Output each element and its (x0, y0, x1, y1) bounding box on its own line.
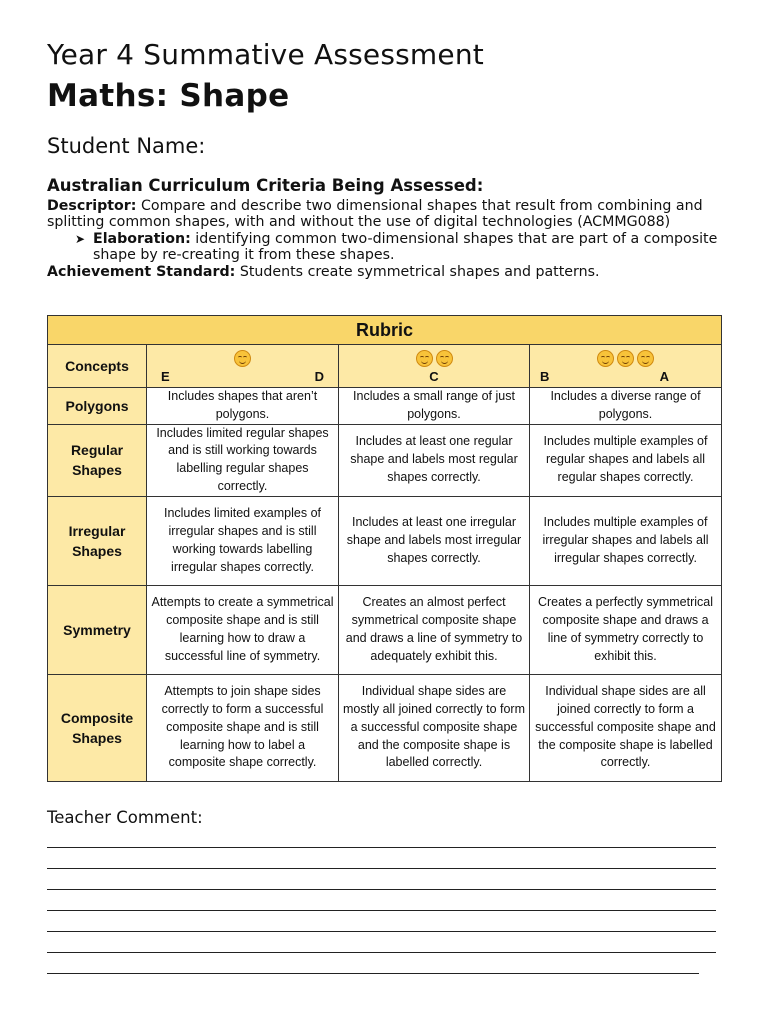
comment-line[interactable] (47, 973, 699, 974)
rubric-cell: Creates an almost perfect symmetrical composite shape and draws a line of symmetry to adequately exhibit this. (339, 585, 530, 674)
grade-letters (147, 369, 338, 384)
comment-line[interactable] (47, 889, 716, 890)
arrow-bullet-icon: ➤ (75, 231, 86, 246)
rubric-cell: Attempts to create a symmetrical composite shape and is still learning how to draw a successful line of symmetry. (147, 585, 339, 674)
page-title: Year 4 Summative Assessment (47, 38, 484, 71)
rubric-cell: Attempts to join shape sides correctly to form a successful composite shape and is still learning how to label a composite shape correctly. (147, 674, 339, 781)
grade-letter: D (314, 368, 324, 384)
rubric-cell: Creates a perfectly symmetrical composite shape and draws a line of symmetry correctly to exhibit this. (530, 585, 722, 674)
smiley-face-icon (617, 350, 634, 367)
elaboration (47, 231, 727, 264)
concept-symmetry: Symmetry (48, 585, 147, 674)
table-row (48, 674, 722, 781)
teacher-comment-label: Teacher Comment: (47, 808, 203, 827)
grade-header-c (339, 345, 530, 388)
achievement-label: Achievement Standard: (47, 263, 236, 280)
concept-polygons: Polygons (48, 388, 147, 425)
rubric-cell: Includes multiple examples of irregular shapes and labels all irregular shapes correctly. (530, 496, 722, 585)
concept-regular-shapes: Regular Shapes (48, 424, 147, 496)
descriptor (47, 198, 727, 231)
student-name-label: Student Name: (47, 134, 206, 158)
rubric-cell: Includes a diverse range of polygons. (530, 388, 722, 425)
grade-header-ba (530, 345, 722, 388)
comment-line[interactable] (47, 847, 716, 848)
grade-letter: C (429, 368, 439, 384)
smiley-face-icon (234, 350, 251, 367)
grade-emojis (147, 350, 338, 367)
rubric-cell: Includes limited regular shapes and is still working towards labelling regular shapes correctly. (147, 424, 339, 496)
criteria-heading: Australian Curriculum Criteria Being Assessed: (47, 176, 484, 195)
rubric-title: Rubric (48, 316, 722, 345)
elaboration-label: Elaboration: (93, 230, 191, 247)
rubric-cell: Individual shape sides are mostly all joined correctly to form a successful composite shape and the composite shape is labelled correctly. (339, 674, 530, 781)
achievement-standard (47, 264, 727, 281)
rubric-cell: Includes limited examples of irregular shapes and is still working towards labelling irregular shapes correctly. (147, 496, 339, 585)
concepts-header: Concepts (48, 345, 147, 388)
smiley-face-icon (436, 350, 453, 367)
rubric-cell: Includes shapes that aren’t polygons. (147, 388, 339, 425)
rubric-cell: Includes at least one irregular shape and labels most irregular shapes correctly. (339, 496, 530, 585)
page-subtitle: Maths: Shape (47, 78, 290, 114)
rubric-cell: Includes multiple examples of regular shapes and labels all regular shapes correctly. (530, 424, 722, 496)
elaboration-text: identifying common two-dimensional shapes that are part of a composite shape by re-creating it from these shapes. (93, 230, 718, 263)
table-row (48, 388, 722, 425)
concept-irregular-shapes: Irregular Shapes (48, 496, 147, 585)
comment-line[interactable] (47, 910, 716, 911)
rubric-cell: Includes a small range of just polygons. (339, 388, 530, 425)
rubric-table (47, 315, 722, 782)
achievement-text: Students create symmetrical shapes and patterns. (235, 263, 600, 280)
comment-line[interactable] (47, 931, 716, 932)
grade-letters (530, 369, 721, 384)
comment-line[interactable] (47, 868, 716, 869)
rubric-cell: Individual shape sides are all joined correctly to form a successful composite shape and the composite shape is labelled correctly. (530, 674, 722, 781)
smiley-face-icon (637, 350, 654, 367)
rubric-cell: Includes at least one regular shape and labels most regular shapes correctly. (339, 424, 530, 496)
grade-emojis (339, 350, 529, 367)
comment-line[interactable] (47, 952, 716, 953)
table-row (48, 424, 722, 496)
smiley-face-icon (597, 350, 614, 367)
smiley-face-icon (416, 350, 433, 367)
grade-emojis (530, 350, 721, 367)
concept-composite-shapes: Composite Shapes (48, 674, 147, 781)
descriptor-label: Descriptor: (47, 197, 137, 214)
grade-letter: E (161, 368, 170, 384)
grade-header-ed (147, 345, 339, 388)
curriculum-criteria (47, 178, 727, 280)
grade-letters (339, 369, 529, 384)
table-row (48, 585, 722, 674)
descriptor-text: Compare and describe two dimensional shapes that result from combining and splitting common shapes, with and without the use of digital technologies (ACMMG088) (47, 197, 703, 230)
grade-letter: B (540, 368, 550, 384)
table-row (48, 496, 722, 585)
grade-letter: A (659, 368, 670, 384)
